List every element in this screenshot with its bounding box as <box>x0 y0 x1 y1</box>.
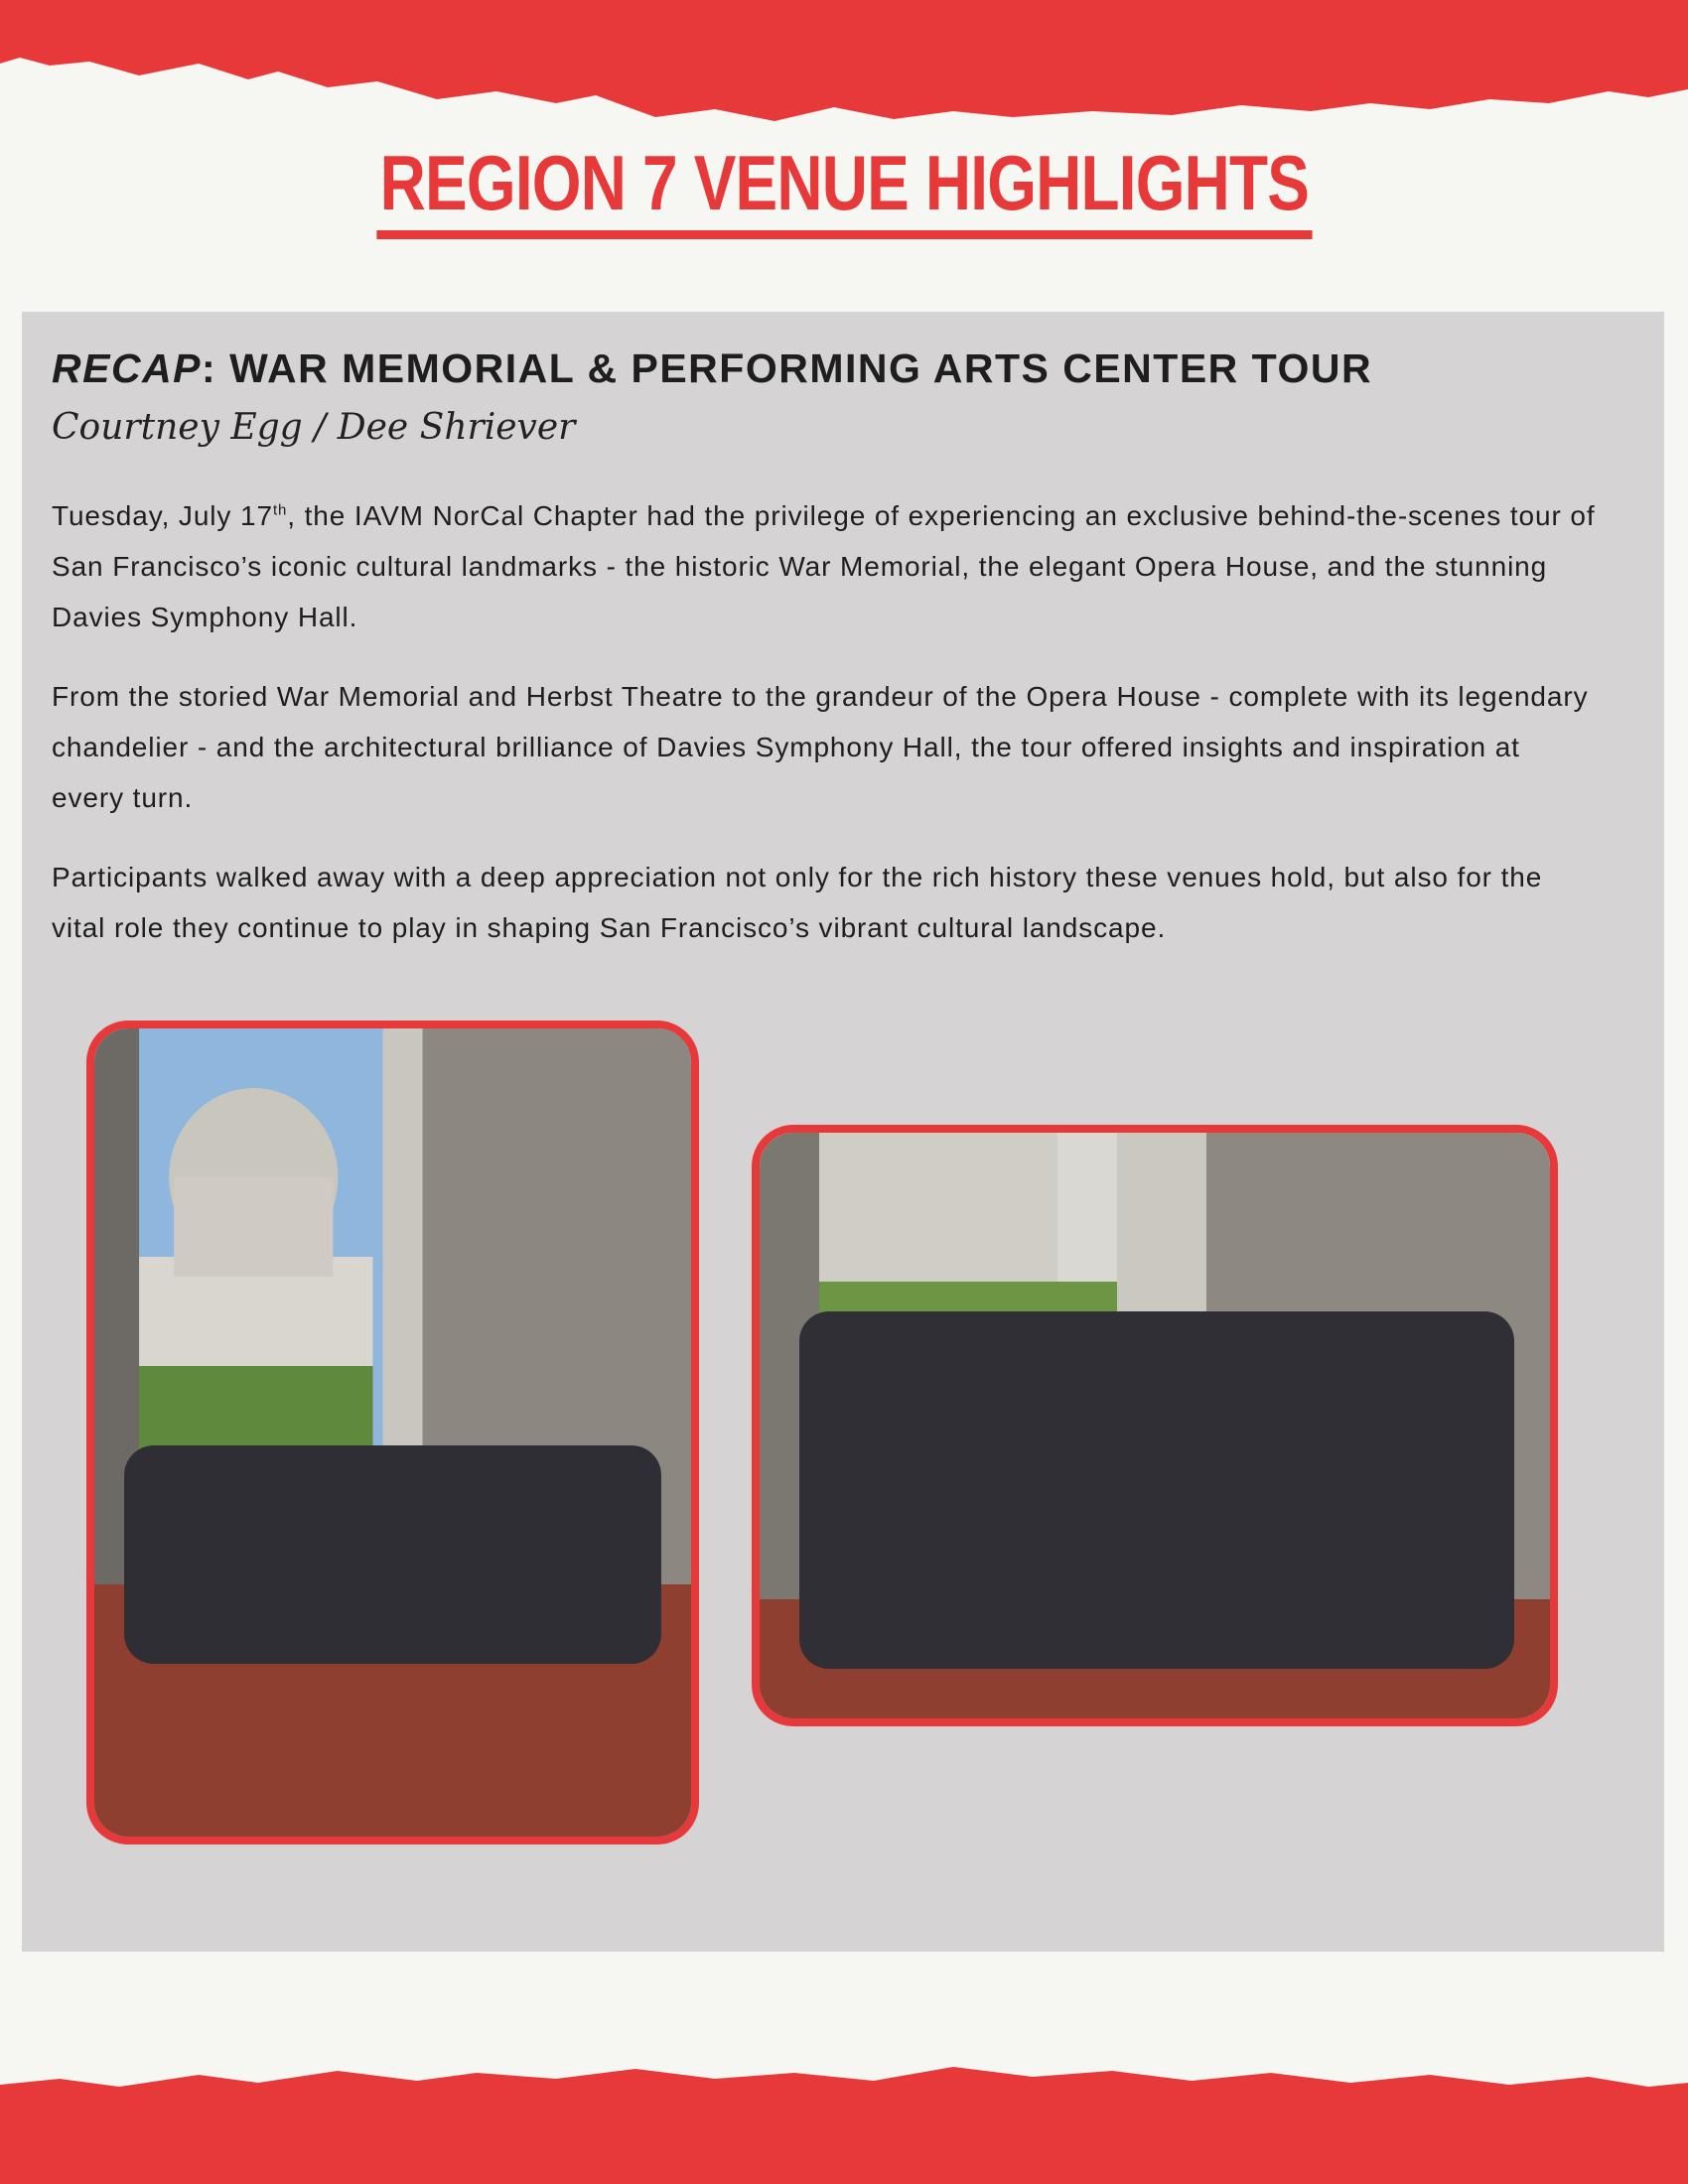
group-photo-balcony <box>752 1125 1558 1726</box>
group-photo-city-hall-dome <box>86 1021 699 1844</box>
article-panel <box>22 312 1664 1952</box>
paragraph-3: Participants walked away with a deep appreciation not only for the rich history these venues hold, but also for the vital role they continue to play in shaping San Francisco’s vibrant cultural landscape. <box>52 862 1543 943</box>
paragraph-2: From the storied War Memorial and Herbst Theatre to the grandeur of the Opera House - complete with its legendary chandelier - and the architectural brilliance of Davies Symphony Hall, the tour offered insights and inspiration at every turn. <box>52 681 1589 813</box>
bottom-red-torn-band <box>0 2045 1688 2184</box>
paragraph-1: Tuesday, July 17th, the IAVM NorCal Chapter had the privilege of experiencing an exclusive behind-the-scenes tour of San Francisco’s iconic cultural landmarks - the historic War Memorial, the elegant Opera House, and the stunning Davies Symphony Hall. <box>52 500 1596 632</box>
article-byline: Courtney Egg / Dee Shriever <box>52 407 576 448</box>
page-title: REGION 7 VENUE HIGHLIGHTS <box>0 139 1688 239</box>
article-heading: RECAP: WAR MEMORIAL & PERFORMING ARTS CENTER TOUR <box>52 345 1373 391</box>
top-red-torn-band <box>0 0 1688 129</box>
